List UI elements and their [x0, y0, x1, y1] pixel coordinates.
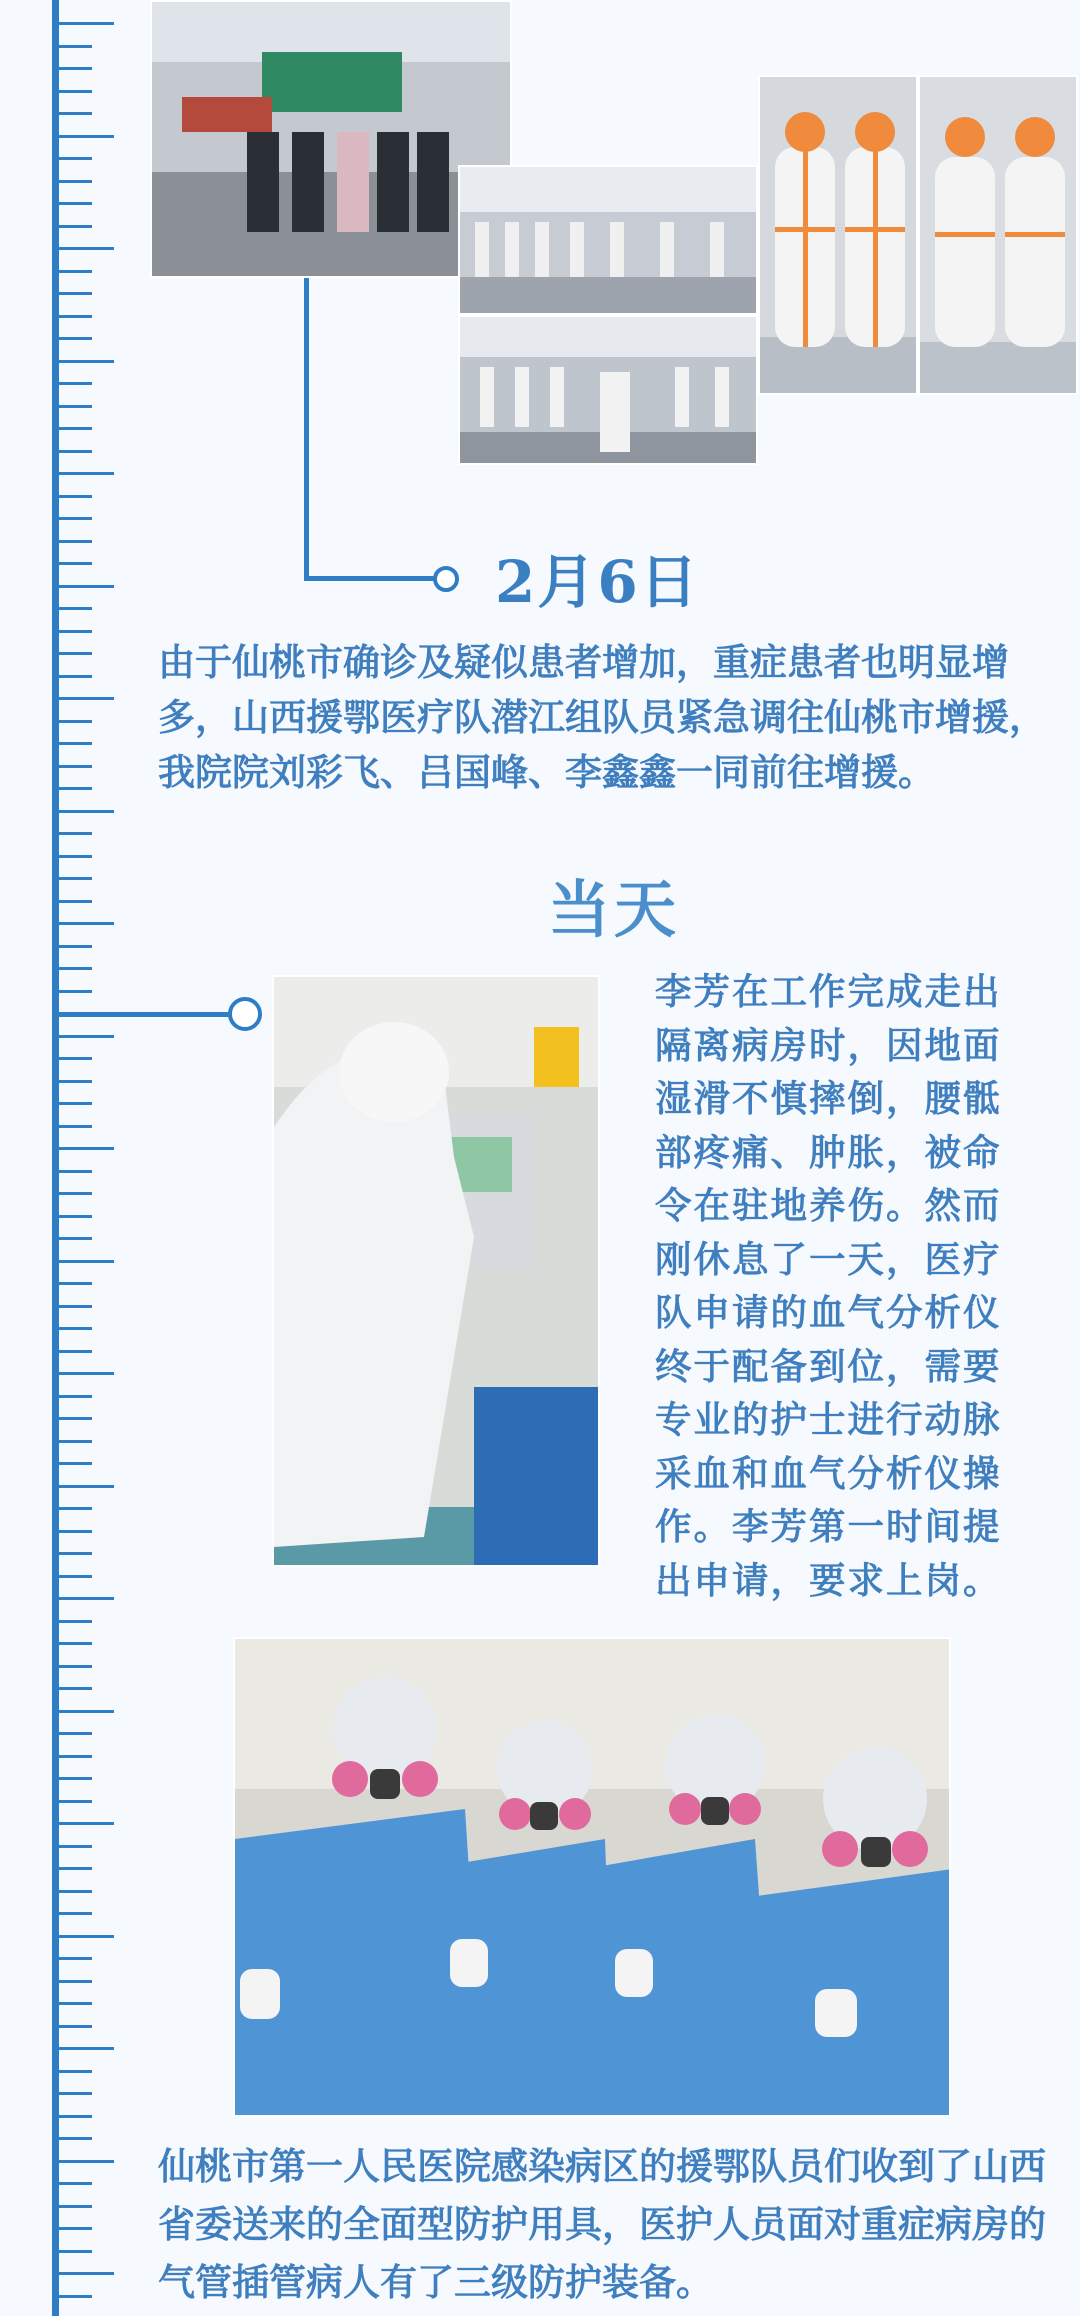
ruler-tick	[52, 247, 114, 250]
team-meeting-photo-2	[458, 315, 758, 465]
ruler-tick	[52, 1170, 92, 1173]
ruler-tick	[52, 405, 92, 408]
ruler-tick	[52, 990, 92, 993]
ruler-tick	[52, 1305, 92, 1308]
paragraph-closing: 仙桃市第一人民医院感染病区的援鄂队员们收到了山西省委送来的全面型防护用具，医护人员面对重症病房的气管插管病人有了三级防护装备。	[158, 2144, 1046, 2304]
ruler-tick	[52, 765, 92, 768]
ruler-tick	[52, 90, 92, 93]
ruler-tick	[52, 1867, 92, 1870]
ruler-tick	[52, 315, 92, 318]
ruler-tick	[52, 45, 92, 48]
blood-gas-analyzer-photo	[272, 975, 600, 1567]
ruler-tick	[52, 1957, 92, 1960]
ruler-tick	[52, 1282, 92, 1285]
ruler-tick	[52, 720, 92, 723]
ruler-tick	[52, 2250, 92, 2253]
timeline-node-1	[433, 566, 459, 592]
ruler-tick	[52, 1485, 114, 1488]
ruler-tick	[52, 1507, 92, 1510]
ruler-tick	[52, 135, 114, 138]
ruler-tick	[52, 112, 92, 115]
ruler-tick	[52, 2205, 92, 2208]
paragraph-same-day: 李芳在工作完成走出隔离病房时，因地面湿滑不慎摔倒，腰骶部疼痛、肿胀，被命令在驻地养伤。然而刚休息了一天，医疗队申请的血气分析仪终于配备到位，需要专业的护士进行动脉采血和血气分析仪操作。李芳第一时间提出申请，要求上岗。	[655, 970, 1002, 1602]
ruler-tick	[52, 1710, 114, 1713]
ruler-tick	[52, 607, 92, 610]
ruler-tick	[52, 180, 92, 183]
ruler-tick	[52, 1822, 114, 1825]
ruler-tick	[52, 1237, 92, 1240]
ruler-tick	[52, 630, 92, 633]
ruler-tick	[52, 540, 92, 543]
protective-suit-photo-2	[918, 75, 1078, 395]
ruler-tick	[52, 292, 92, 295]
ruler-tick	[52, 22, 114, 25]
ruler-tick	[52, 1035, 114, 1038]
ruler-tick	[52, 157, 92, 160]
ruler-tick	[52, 1462, 92, 1465]
ruler-tick	[52, 697, 114, 700]
date-label-feb6: 2月6日	[495, 548, 700, 616]
ruler-tick	[52, 652, 92, 655]
ruler-tick	[52, 1642, 92, 1645]
ruler-tick	[52, 877, 92, 880]
ruler-tick	[52, 1935, 114, 1938]
ruler-tick	[52, 675, 92, 678]
paragraph-feb6: 由于仙桃市确诊及疑似患者增加，重症患者也明显增多，山西援鄂医疗队潜江组队员紧急调往仙桃市增援，我院院刘彩飞、吕国峰、李鑫鑫一同前往增援。	[158, 640, 1046, 794]
ruler-tick	[52, 1597, 114, 1600]
timeline-node-2	[228, 997, 262, 1031]
ruler-tick	[52, 2272, 114, 2275]
ruler-tick	[52, 1687, 92, 1690]
ruler-tick	[52, 450, 92, 453]
ruler-tick	[52, 1372, 114, 1375]
ruler-tick	[52, 2092, 92, 2095]
ruler-tick	[52, 562, 92, 565]
ruler-tick	[52, 202, 92, 205]
ruler-tick	[52, 2182, 92, 2185]
ruler-tick	[52, 67, 92, 70]
ruler-tick	[52, 1260, 114, 1263]
ruler-tick	[52, 360, 114, 363]
ruler-tick	[52, 1800, 92, 1803]
timeline-connector-vertical	[304, 278, 309, 580]
ruler-tick	[52, 1530, 92, 1533]
ruler-tick	[52, 1327, 92, 1330]
ruler-tick	[52, 1665, 92, 1668]
ruler-tick	[52, 1980, 92, 1983]
ruler-tick	[52, 900, 92, 903]
ruler-tick	[52, 945, 92, 948]
ruler-tick	[52, 832, 92, 835]
ruler-tick	[52, 337, 92, 340]
ruler-tick	[52, 427, 92, 430]
ruler-tick	[52, 1102, 92, 1105]
ruler-tick	[52, 1552, 92, 1555]
ruler-tick	[52, 2115, 92, 2118]
ruler-tick	[52, 1395, 92, 1398]
ruler-tick	[52, 1440, 92, 1443]
ruler-tick	[52, 2137, 92, 2140]
ruler-tick	[52, 225, 92, 228]
ruler-tick	[52, 855, 92, 858]
ruler-tick	[52, 967, 92, 970]
ruler-tick	[52, 810, 114, 813]
ruler-tick	[52, 1125, 92, 1128]
ruler-tick	[52, 1890, 92, 1893]
ruler-tick	[52, 1417, 92, 1420]
ruler-tick	[52, 1350, 92, 1353]
ruler-tick	[52, 2070, 92, 2073]
timeline-connector-horizontal	[304, 576, 436, 581]
ruler-tick	[52, 2227, 92, 2230]
ruler-tick	[52, 1732, 92, 1735]
ruler-tick	[52, 1777, 92, 1780]
timeline-connector-same-day	[59, 1012, 229, 1017]
ruler-tick	[52, 2025, 92, 2028]
ruler-tick	[52, 1755, 92, 1758]
ruler-tick	[52, 1080, 92, 1083]
ruler-tick	[52, 2047, 114, 2050]
ruler-tick	[52, 1575, 92, 1578]
ruler-tick	[52, 922, 114, 925]
ruler-tick	[52, 787, 92, 790]
ruler-tick	[52, 1845, 92, 1848]
ruler-tick	[52, 517, 92, 520]
ruler-tick	[52, 2160, 114, 2163]
ruler-tick	[52, 270, 92, 273]
ruler-tick	[52, 585, 114, 588]
ruler-scale	[0, 0, 120, 2316]
ruler-tick	[52, 382, 92, 385]
ruler-tick	[52, 1215, 92, 1218]
ruler-tick	[52, 1620, 92, 1623]
ruler-tick	[52, 1192, 92, 1195]
protective-suit-photo-1	[758, 75, 918, 395]
ruler-tick	[52, 2002, 92, 2005]
ruler-tick	[52, 495, 92, 498]
ruler-tick	[52, 2295, 92, 2298]
ruler-tick	[52, 1912, 92, 1915]
team-meeting-photo-1	[458, 165, 758, 315]
team-respirator-group-photo	[233, 1637, 951, 2117]
ruler-tick	[52, 1147, 114, 1150]
section-title-same-day: 当天	[548, 873, 681, 946]
ruler-tick	[52, 1057, 92, 1060]
ruler-tick	[52, 742, 92, 745]
ruler-tick	[52, 472, 114, 475]
